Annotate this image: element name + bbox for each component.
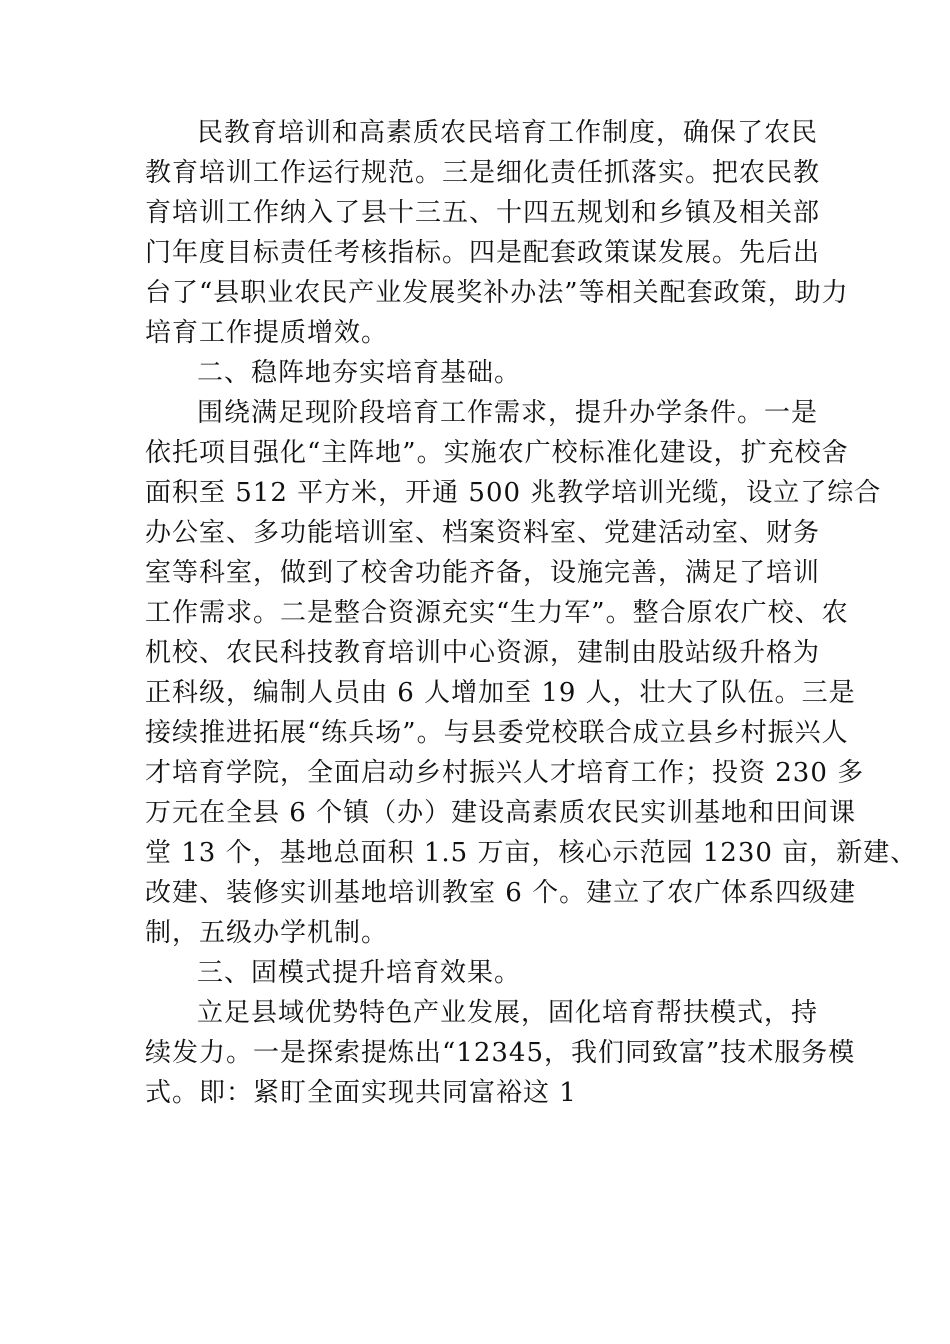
paragraph-line: 工作需求。二是整合资源充实“生力军”。整合原农广校、农 [145, 598, 849, 628]
paragraph-line: 门年度目标责任考核指标。四是配套政策谋发展。先后出 [145, 238, 821, 268]
paragraph-line: 办公室、多功能培训室、档案资料室、党建活动室、财务 [145, 518, 821, 548]
paragraph-line: 续发力。一是探索提炼出“12345，我们同致富”技术服务模 [145, 1038, 856, 1068]
paragraph-line: 正科级，编制人员由 6 人增加至 19 人，壮大了队伍。三是 [145, 678, 856, 708]
paragraph-line: 改建、装修实训基地培训教室 6 个。建立了农广体系四级建 [145, 878, 857, 908]
paragraph-line: 面积至 512 平方米，开通 500 兆教学培训光缆，设立了综合 [145, 478, 882, 508]
paragraph-line: 教育培训工作运行规范。三是细化责任抓落实。把农民教 [145, 158, 821, 188]
paragraph-line: 民教育培训和高素质农民培育工作制度，确保了农民 [197, 118, 819, 148]
paragraph-line: 接续推进拓展“练兵场”。与县委党校联合成立县乡村振兴人 [145, 718, 849, 748]
section-heading: 二、稳阵地夯实培育基础。 [197, 358, 522, 388]
paragraph-line: 机校、农民科技教育培训中心资源，建制由股站级升格为 [145, 638, 821, 668]
paragraph-line: 堂 13 个，基地总面积 1.5 万亩，核心示范园 1230 亩，新建、 [145, 838, 918, 868]
paragraph-line: 育培训工作纳入了县十三五、十四五规划和乡镇及相关部 [145, 198, 821, 228]
paragraph-line: 依托项目强化“主阵地”。实施农广校标准化建设，扩充校舍 [145, 438, 849, 468]
paragraph-line: 培育工作提质增效。 [145, 318, 389, 348]
paragraph-line: 万元在全县 6 个镇（办）建设高素质农民实训基地和田间课 [145, 798, 857, 828]
paragraph-line: 式。即：紧盯全面实现共同富裕这 1 [145, 1078, 577, 1108]
section-heading: 三、固模式提升培育效果。 [197, 958, 522, 988]
paragraph-line: 围绕满足现阶段培育工作需求，提升办学条件。一是 [197, 398, 819, 428]
paragraph-line: 才培育学院，全面启动乡村振兴人才培育工作；投资 230 多 [145, 758, 865, 788]
paragraph-line: 立足县域优势特色产业发展，固化培育帮扶模式，持 [197, 998, 819, 1028]
paragraph-line: 室等科室，做到了校舍功能齐备，设施完善，满足了培训 [145, 558, 821, 588]
paragraph-line: 台了“县职业农民产业发展奖补办法”等相关配套政策，助力 [145, 278, 849, 308]
paragraph-line: 制，五级办学机制。 [145, 918, 389, 948]
